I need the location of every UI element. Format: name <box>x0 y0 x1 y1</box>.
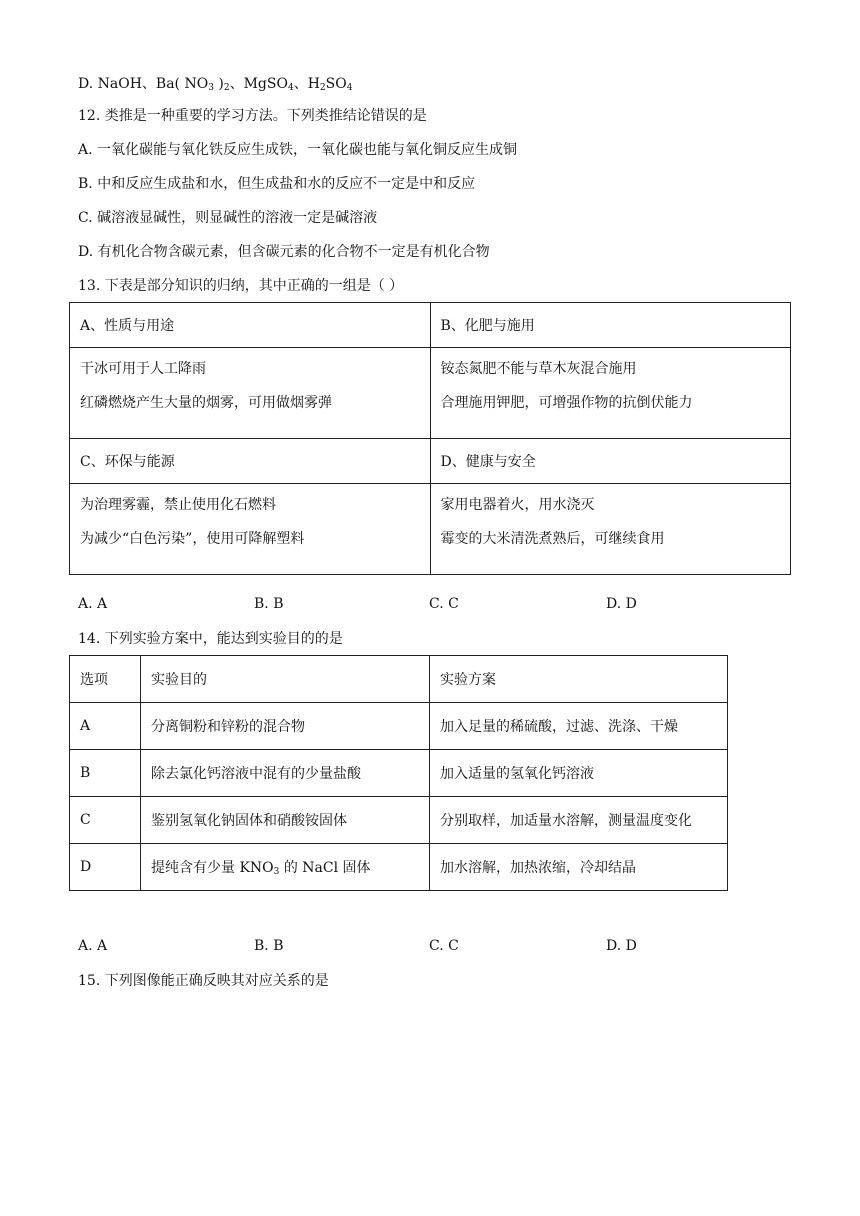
formula-part: NaOH、Ba( NO <box>97 76 209 92</box>
q13-c-line-1: 为治理雾霾，禁止使用化石燃料 <box>80 497 276 513</box>
q12-option-c: C. 碱溶液显碱性，则显碱性的溶液一定是碱溶液 <box>78 210 378 226</box>
q13-choice-b: B. B <box>254 596 284 612</box>
q14-stem: 14. 下列实验方案中，能达到实验目的的是 <box>78 631 343 647</box>
q14-row-b-option: B <box>70 750 141 797</box>
q14-row-c-goal: 鉴别氢氧化钠固体和硝酸铵固体 <box>141 797 430 844</box>
q14-choices <box>78 938 798 956</box>
q13-choice-d: D. D <box>606 596 637 612</box>
q14-row-d-goal-post: 的 NaCl 固体 <box>279 860 371 876</box>
q13-d-line-1: 家用电器着火，用水浇灭 <box>440 497 595 513</box>
q11-option-d-label: D. <box>78 76 94 92</box>
formula-sub: 4 <box>346 83 353 93</box>
q13-a-line-1: 干冰可用于人工降雨 <box>80 361 206 377</box>
q14-header-goal: 实验目的 <box>141 656 430 703</box>
formula-sub: 4 <box>287 83 294 93</box>
q14-row-d-plan: 加水溶解，加热浓缩，冷却结晶 <box>430 844 728 891</box>
q13-cell-a-body <box>70 348 431 439</box>
q13-cell-c-head: C、环保与能源 <box>70 439 431 484</box>
q14-row-c-option: C <box>70 797 141 844</box>
q14-row-a-plan: 加入足量的稀硫酸，过滤、洗涤、干燥 <box>430 703 728 750</box>
q13-cell-c-body <box>70 484 431 575</box>
q14-row-b-goal: 除去氯化钙溶液中混有的少量盐酸 <box>141 750 430 797</box>
formula-part: 、H <box>293 76 320 92</box>
q13-choices <box>78 596 798 614</box>
q13-table <box>69 302 791 575</box>
q12-stem: 12. 类推是一种重要的学习方法。下列类推结论错误的是 <box>78 108 427 124</box>
q14-row-d-goal-sub: 3 <box>273 867 280 877</box>
q13-cell-b-body <box>430 348 791 439</box>
q14-row-a-option: A <box>70 703 141 750</box>
q13-choice-a: A. A <box>78 596 108 612</box>
q13-cell-d-head: D、健康与安全 <box>430 439 791 484</box>
q14-choice-b: B. B <box>254 938 284 954</box>
formula-part: ) <box>213 76 224 92</box>
q14-header-option: 选项 <box>70 656 141 703</box>
q13-b-line-1: 铵态氮肥不能与草木灰混合施用 <box>440 361 637 377</box>
q13-d-line-2: 霉变的大米清洗煮熟后，可继续食用 <box>440 531 665 547</box>
formula-part: SO <box>325 76 347 92</box>
q14-choice-a: A. A <box>78 938 108 954</box>
q14-header-plan: 实验方案 <box>430 656 728 703</box>
q14-row-c-plan: 分别取样，加适量水溶解，测量温度变化 <box>430 797 728 844</box>
q14-row-b-plan: 加入适量的氢氧化钙溶液 <box>430 750 728 797</box>
q14-row-a-goal: 分离铜粉和锌粉的混合物 <box>141 703 430 750</box>
q14-row-d-goal-pre: 提纯含有少量 KNO <box>151 860 274 876</box>
q12-option-b: B. 中和反应生成盐和水，但生成盐和水的反应不一定是中和反应 <box>78 176 476 192</box>
formula-sub: 3 <box>208 83 214 93</box>
formula-sub: 2 <box>319 83 326 93</box>
q15-stem: 15. 下列图像能正确反映其对应关系的是 <box>78 973 329 989</box>
q13-stem: 13. 下表是部分知识的归纳，其中正确的一组是（ ） <box>78 278 404 294</box>
q14-row-d-option: D <box>70 844 141 891</box>
q14-choice-d: D. D <box>606 938 637 954</box>
q14-row-d-goal <box>141 844 430 891</box>
formula-part: 、MgSO <box>229 76 288 92</box>
q12-option-a: A. 一氧化碳能与氧化铁反应生成铁，一氧化碳也能与氧化铜反应生成铜 <box>78 142 518 158</box>
q11-option-d <box>78 75 352 97</box>
q13-cell-b-head: B、化肥与施用 <box>430 303 791 348</box>
q14-choice-c: C. C <box>429 938 459 954</box>
q13-b-line-2: 合理施用钾肥，可增强作物的抗倒伏能力 <box>440 395 693 411</box>
q13-cell-a-head: A、性质与用途 <box>70 303 431 348</box>
q13-cell-d-body <box>430 484 791 575</box>
q13-a-line-2: 红磷燃烧产生大量的烟雾，可用做烟雾弹 <box>80 395 332 411</box>
q13-choice-c: C. C <box>429 596 459 612</box>
q13-c-line-2: 为减少“白色污染”，使用可降解塑料 <box>80 531 305 547</box>
q14-table <box>69 655 728 891</box>
q12-option-d: D. 有机化合物含碳元素，但含碳元素的化合物不一定是有机化合物 <box>78 244 490 260</box>
formula-sub: 2 <box>223 83 230 93</box>
